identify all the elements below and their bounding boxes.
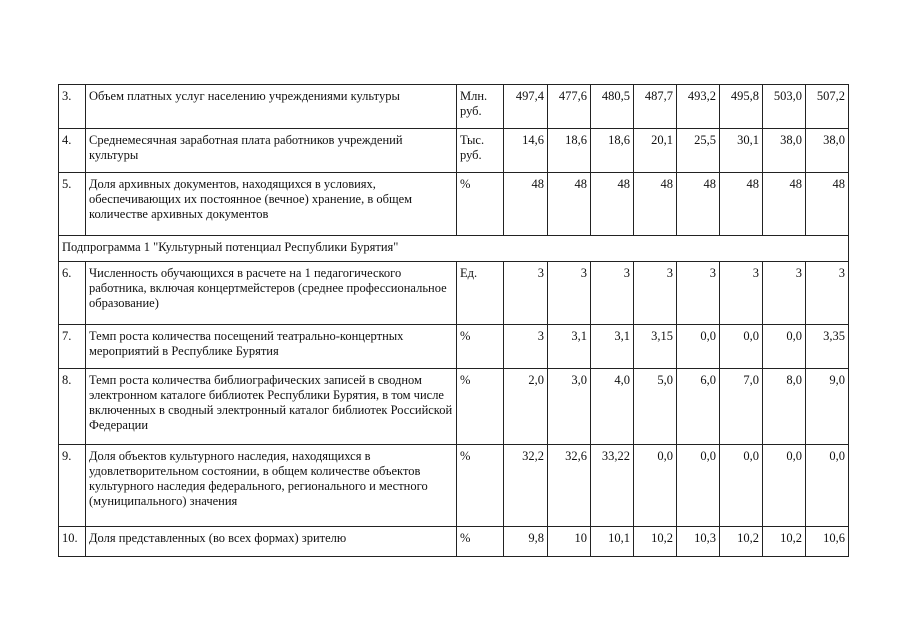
unit-of-measure: Ед. [457,262,504,325]
year-value-2: 3,0 [548,369,591,445]
year-value-3: 4,0 [591,369,634,445]
year-value-4: 487,7 [634,85,677,129]
unit-of-measure: Млн. руб. [457,85,504,129]
indicator-name: Доля архивных документов, находящихся в условиях, обеспечивающих их постоянное (вечное) хранение, в общем количестве архивных документов [86,173,457,236]
year-value-4: 5,0 [634,369,677,445]
year-value-3: 480,5 [591,85,634,129]
row-number: 8. [59,369,86,445]
year-value-4: 48 [634,173,677,236]
table-row [59,445,849,527]
year-value-8: 0,0 [806,445,849,527]
year-value-2: 18,6 [548,129,591,173]
indicators-table [58,84,849,557]
year-value-8: 9,0 [806,369,849,445]
indicator-name: Доля объектов культурного наследия, находящихся в удовлетворительном состоянии, в общем количестве объектов культурного наследия федерального, регионального и местного (муниципального) значения [86,445,457,527]
year-value-5: 0,0 [677,325,720,369]
row-number: 4. [59,129,86,173]
year-value-1: 9,8 [504,527,548,557]
unit-of-measure: % [457,369,504,445]
unit-of-measure: % [457,173,504,236]
year-value-6: 495,8 [720,85,763,129]
year-value-2: 32,6 [548,445,591,527]
subprogram-row [59,236,849,262]
year-value-1: 48 [504,173,548,236]
indicator-name: Среднемесячная заработная плата работников учреждений культуры [86,129,457,173]
year-value-4: 3 [634,262,677,325]
year-value-6: 30,1 [720,129,763,173]
year-value-1: 14,6 [504,129,548,173]
year-value-2: 3,1 [548,325,591,369]
year-value-2: 10 [548,527,591,557]
year-value-7: 8,0 [763,369,806,445]
year-value-5: 48 [677,173,720,236]
table-row [59,85,849,129]
year-value-2: 477,6 [548,85,591,129]
year-value-8: 38,0 [806,129,849,173]
year-value-5: 6,0 [677,369,720,445]
year-value-5: 493,2 [677,85,720,129]
year-value-7: 503,0 [763,85,806,129]
row-number: 7. [59,325,86,369]
year-value-7: 0,0 [763,325,806,369]
unit-of-measure: % [457,325,504,369]
year-value-2: 3 [548,262,591,325]
year-value-8: 507,2 [806,85,849,129]
indicator-name: Численность обучающихся в расчете на 1 педагогического работника, включая концертмейстеров (среднее профессиональное образование) [86,262,457,325]
year-value-6: 10,2 [720,527,763,557]
year-value-5: 3 [677,262,720,325]
year-value-7: 48 [763,173,806,236]
table-row [59,262,849,325]
year-value-8: 48 [806,173,849,236]
year-value-1: 32,2 [504,445,548,527]
year-value-3: 3,1 [591,325,634,369]
indicator-name: Темп роста количества библиографических записей в сводном электронном каталоге библиотек Республики Бурятия, в том числе включенных в сводный электронный каталог библиотек Российской Федерации [86,369,457,445]
indicator-name: Объем платных услуг населению учреждениями культуры [86,85,457,129]
year-value-6: 48 [720,173,763,236]
unit-of-measure: % [457,527,504,557]
year-value-6: 0,0 [720,325,763,369]
year-value-5: 0,0 [677,445,720,527]
row-number: 6. [59,262,86,325]
year-value-4: 20,1 [634,129,677,173]
table-row [59,527,849,557]
row-number: 9. [59,445,86,527]
indicator-name: Доля представленных (во всех формах) зрителю [86,527,457,557]
table-row [59,325,849,369]
table-row [59,129,849,173]
year-value-5: 25,5 [677,129,720,173]
table-body [59,85,849,557]
year-value-8: 3,35 [806,325,849,369]
row-number: 3. [59,85,86,129]
year-value-3: 10,1 [591,527,634,557]
table-row [59,173,849,236]
row-number: 5. [59,173,86,236]
year-value-3: 18,6 [591,129,634,173]
unit-of-measure: % [457,445,504,527]
subprogram-title: Подпрограмма 1 "Культурный потенциал Республики Бурятия" [59,236,849,262]
year-value-1: 3 [504,325,548,369]
year-value-4: 3,15 [634,325,677,369]
year-value-8: 10,6 [806,527,849,557]
year-value-8: 3 [806,262,849,325]
year-value-4: 10,2 [634,527,677,557]
year-value-7: 0,0 [763,445,806,527]
year-value-7: 3 [763,262,806,325]
year-value-6: 3 [720,262,763,325]
year-value-3: 48 [591,173,634,236]
year-value-7: 10,2 [763,527,806,557]
year-value-7: 38,0 [763,129,806,173]
year-value-6: 0,0 [720,445,763,527]
year-value-1: 497,4 [504,85,548,129]
year-value-3: 3 [591,262,634,325]
year-value-3: 33,22 [591,445,634,527]
year-value-2: 48 [548,173,591,236]
year-value-5: 10,3 [677,527,720,557]
year-value-6: 7,0 [720,369,763,445]
unit-of-measure: Тыс. руб. [457,129,504,173]
year-value-4: 0,0 [634,445,677,527]
year-value-1: 2,0 [504,369,548,445]
row-number: 10. [59,527,86,557]
year-value-1: 3 [504,262,548,325]
indicator-name: Темп роста количества посещений театрально-концертных мероприятий в Республике Бурятия [86,325,457,369]
table-row [59,369,849,445]
